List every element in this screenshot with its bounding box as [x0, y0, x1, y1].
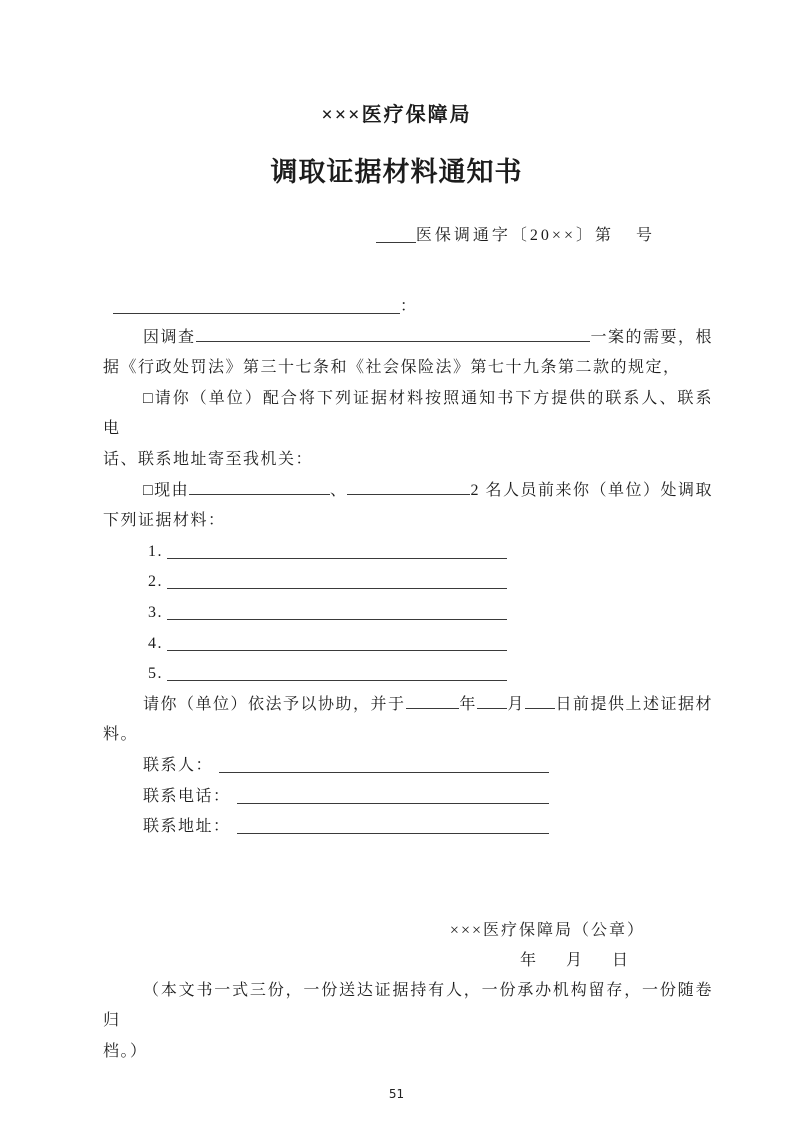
visit-option-checkbox-icon: □ — [143, 481, 155, 499]
contact-address-line — [143, 812, 713, 843]
evidence-item-number: 5. — [148, 665, 163, 683]
assist-day-label: 日前提供上述证据材 — [555, 695, 713, 713]
contact-phone-blank — [237, 792, 549, 804]
footnote-line1: （本文书一式三份，一份送达证据持有人，一份承办机构留存，一份随卷归 — [103, 981, 713, 1030]
evidence-item-number: 2. — [148, 573, 163, 591]
contact-address-blank — [237, 822, 549, 834]
year-blank — [406, 697, 460, 709]
visit-option-separator: 、 — [329, 481, 348, 499]
contact-phone-line — [143, 782, 713, 813]
contact-phone-label: 联系电话： — [143, 787, 231, 805]
evidence-item-blank — [167, 577, 507, 589]
visit-person2-blank — [347, 483, 470, 495]
document-number-prefix: 医保调通字〔20××〕第 — [415, 227, 614, 244]
assist-line — [103, 690, 713, 721]
evidence-item-blank — [167, 608, 507, 620]
assist-wrap-line: 料。 — [103, 726, 139, 744]
visit-person1-blank — [189, 483, 330, 495]
visit-option-line1 — [103, 476, 713, 507]
visit-option-tail: 2 名人员前来你（单位）处调取 — [470, 481, 713, 499]
day-blank — [525, 697, 556, 709]
signature-date-year: 年 — [519, 951, 536, 969]
document-number-suffix: 号 — [635, 227, 655, 244]
evidence-item-5 — [148, 659, 713, 690]
document-body — [0, 292, 793, 843]
evidence-item-blank — [167, 669, 507, 681]
mail-option-text1: 请你（单位）配合将下列证据材料按照通知书下方提供的联系人、联系电 — [103, 389, 713, 438]
signature-date-day: 日 — [611, 951, 628, 969]
addressee-colon: ： — [400, 298, 418, 315]
investigation-lead: 因调查 — [143, 328, 196, 346]
signature-date-line — [0, 946, 793, 976]
page-number: 51 — [388, 1087, 405, 1102]
contact-address-label: 联系地址： — [143, 818, 231, 836]
footnote-line2: 档。） — [103, 1042, 148, 1060]
addressee-line — [103, 292, 713, 323]
evidence-item-4 — [148, 629, 713, 660]
addressee-blank — [113, 302, 400, 314]
contact-person-label: 联系人： — [143, 756, 214, 774]
evidence-item-blank — [167, 547, 507, 559]
evidence-item-blank — [167, 639, 507, 651]
investigation-line — [103, 323, 713, 354]
case-name-blank — [196, 330, 591, 342]
signature-date-month: 月 — [565, 951, 582, 969]
legal-basis-line: 据《行政处罚法》第三十七条和《社会保险法》第七十九条第二款的规定， — [103, 359, 681, 377]
visit-option-lead: 现由 — [154, 481, 190, 499]
mail-option-line2: 话、联系地址寄至我机关： — [103, 450, 314, 468]
visit-option-line2: 下列证据材料： — [103, 512, 226, 530]
evidence-item-2 — [148, 567, 713, 598]
document-title: 调取证据材料通知书 — [270, 157, 523, 187]
contact-person-line — [143, 751, 713, 782]
evidence-item-3 — [148, 598, 713, 629]
mail-option-checkbox-icon: □ — [143, 389, 155, 407]
evidence-item-number: 1. — [148, 542, 163, 560]
mail-option-line1 — [103, 384, 713, 445]
document-number-blank — [376, 231, 416, 243]
evidence-item-number: 3. — [148, 603, 163, 621]
investigation-tail: 一案的需要，根 — [590, 328, 713, 346]
assist-lead: 请你（单位）依法予以协助，并于 — [143, 695, 406, 713]
document-number-line — [0, 225, 793, 246]
agency-title: ×××医疗保障局 — [321, 104, 472, 126]
assist-year-label: 年 — [459, 695, 477, 713]
evidence-item-1 — [148, 537, 713, 568]
contact-person-blank — [219, 761, 549, 773]
evidence-item-number: 4. — [148, 634, 163, 652]
signature-agency: ×××医疗保障局（公章） — [449, 921, 645, 939]
assist-month-label: 月 — [507, 695, 525, 713]
footnote — [0, 976, 793, 1068]
month-blank — [477, 697, 508, 709]
